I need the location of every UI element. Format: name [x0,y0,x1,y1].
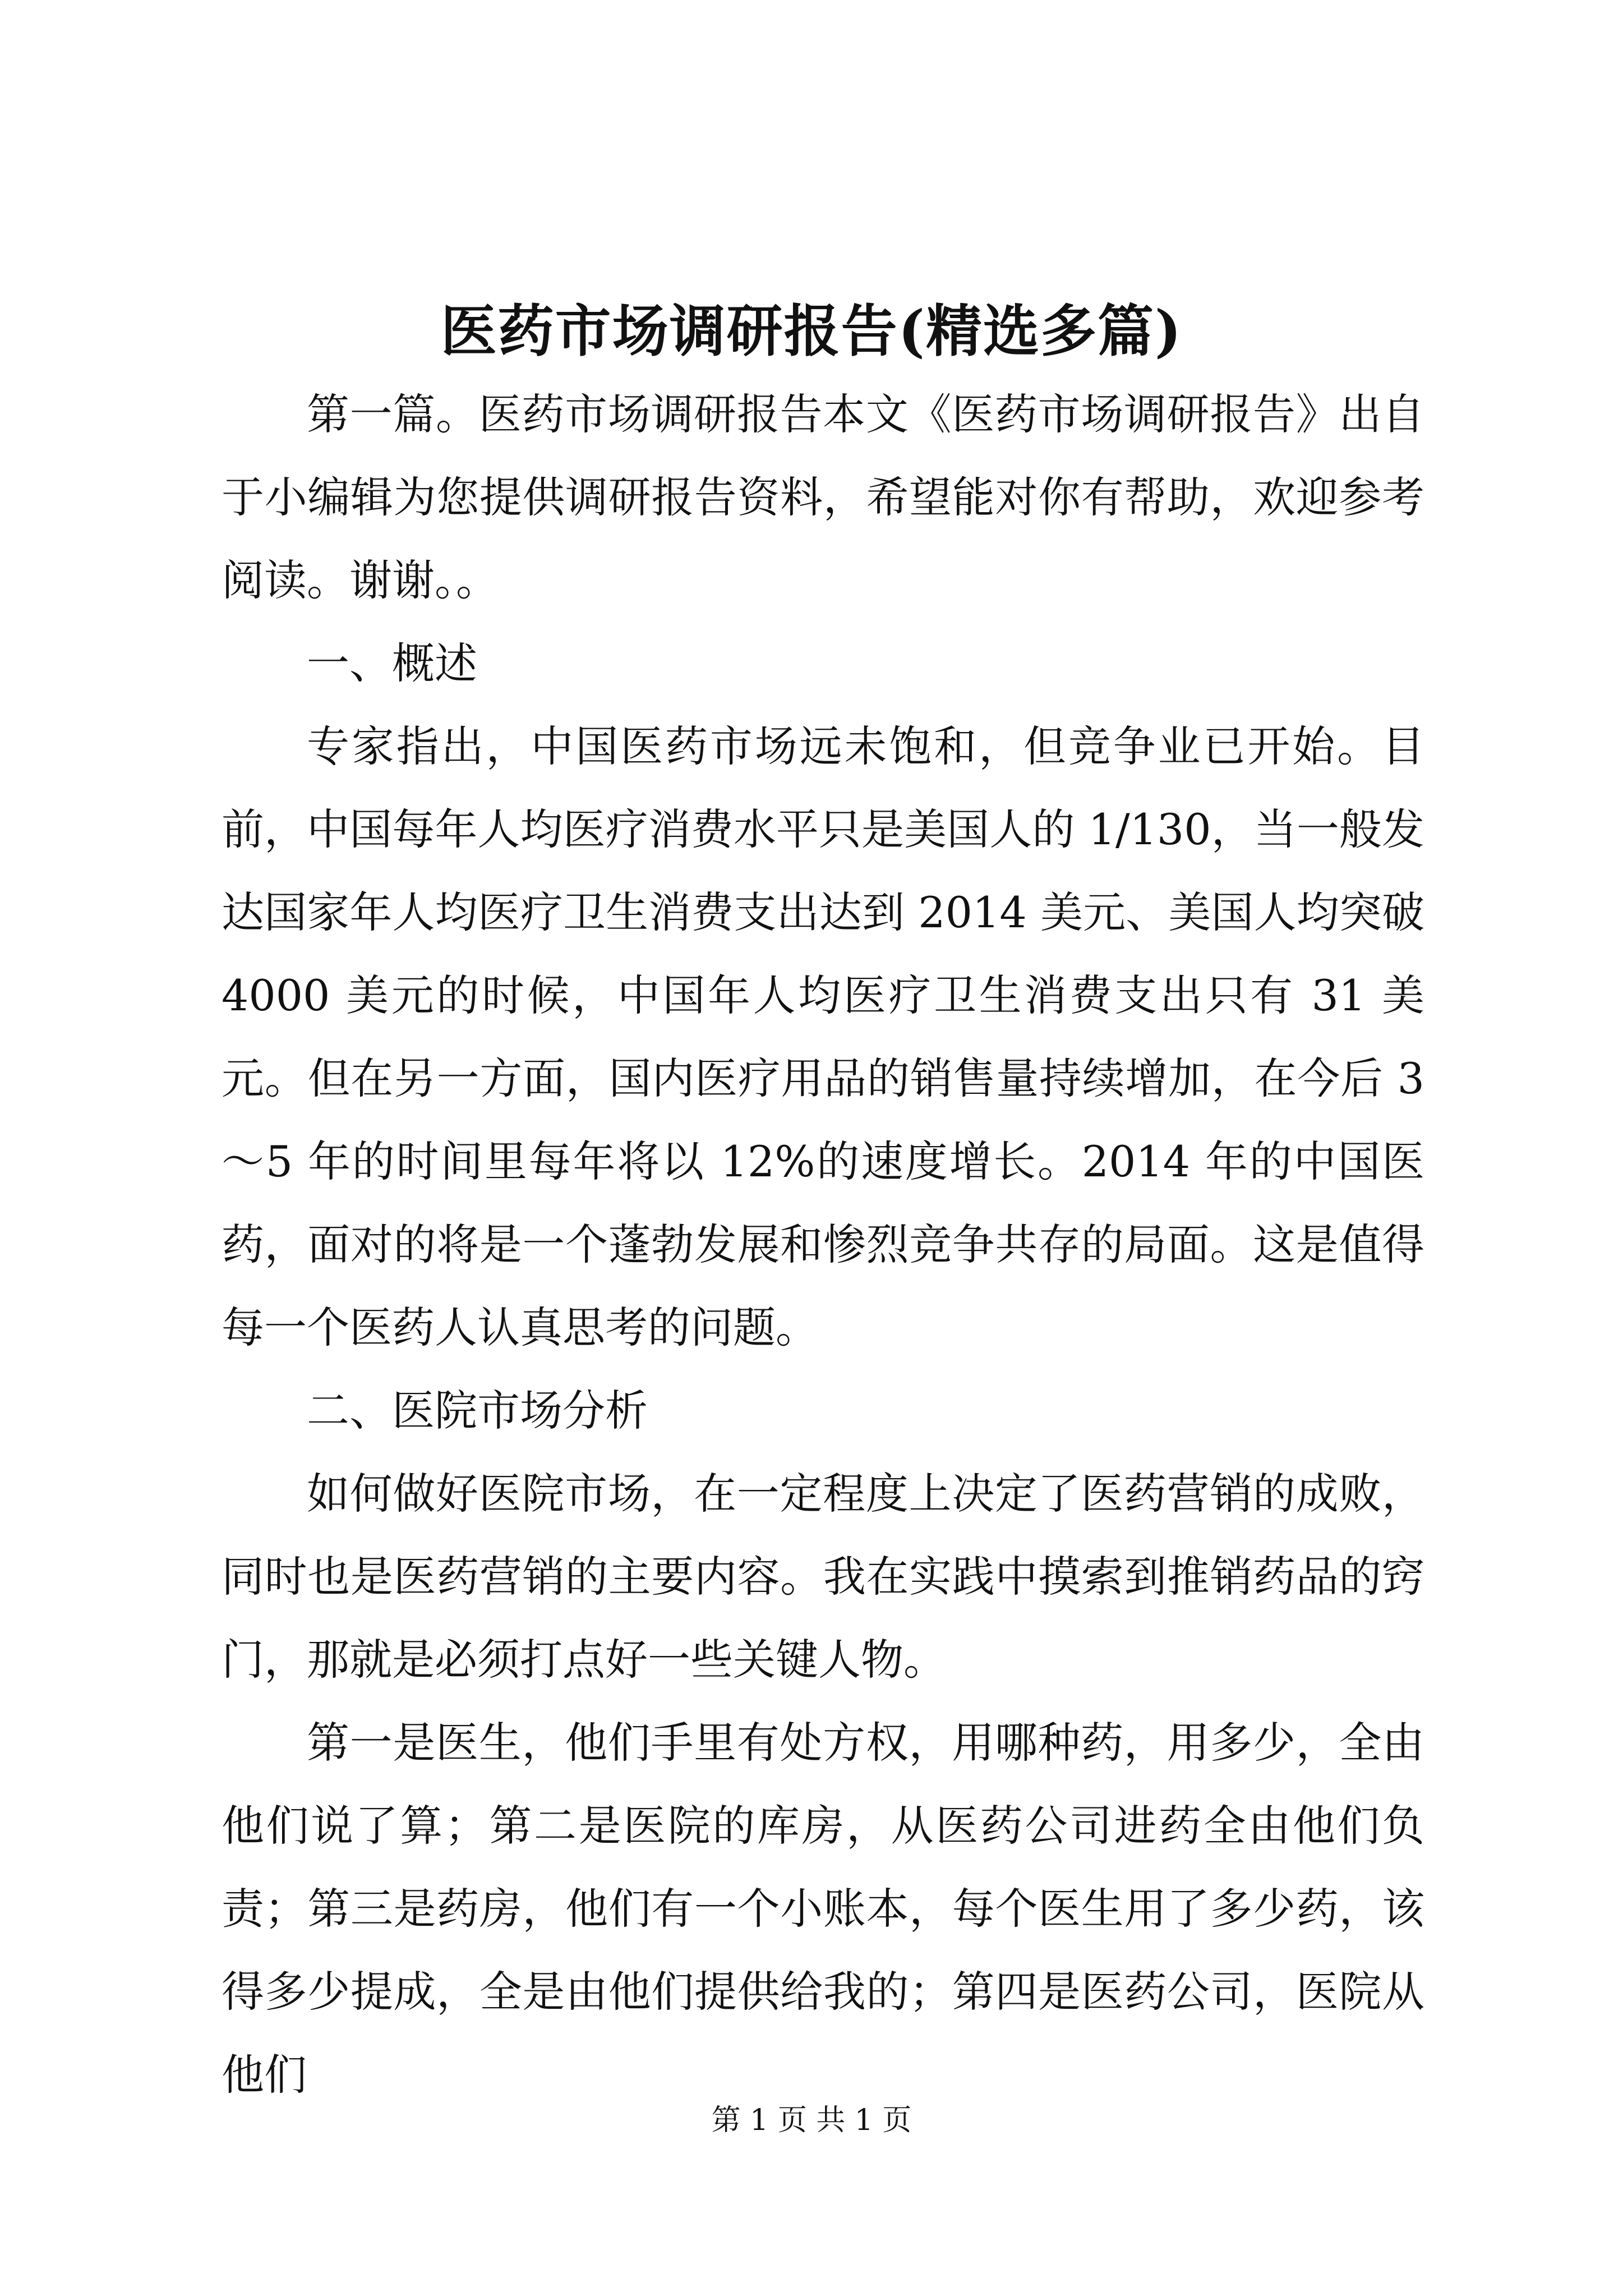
paragraph-hospital-market: 如何做好医院市场，在一定程度上决定了医药营销的成败，同时也是医药营销的主要内容。我在实践中摸索到推销药品的窍门，那就是必须打点好一些关键人物。 [222,1469,1424,1685]
section-heading-overview: 一、概述 [307,638,477,688]
paragraph-intro: 第一篇。医药市场调研报告本文《医药市场调研报告》出自于小编辑为您提供调研报告资料，希望能对你有帮助，欢迎参考阅读。谢谢。。 [222,389,1424,605]
page-footer: 第 1 页 共 1 页 [711,2104,912,2137]
document-title: 医药市场调研报告(精选多篇) [440,298,1183,364]
document-body [222,373,1424,2116]
paragraph-key-people: 第一是医生，他们手里有处方权，用哪种药，用多少，全由他们说了算；第二是医院的库房，从医药公司进药全由他们负责；第三是药房，他们有一个小账本，每个医生用了多少药，该得多少提成，全是由他们提供给我的；第四是医药公司，医院从他们 [222,1718,1424,2100]
paragraph-overview: 专家指出，中国医药市场远未饱和，但竞争业已开始。目前，中国每年人均医疗消费水平只是美国人的 1/130，当一般发达国家年人均医疗卫生消费支出达到 2014 美元、美国人均突破 4000 美元的时候，中国年人均医疗卫生消费支出只有 31 美元。但在另一方面，国内医疗用品的销售量持续增加，在今后 3～5 年的时间里每年将以 12%的速度增长。2014 年的中国医药，面对的将是一个蓬勃发展和惨烈竞争共存的局面。这是值得每一个医药人认真思考的问题。 [222,721,1424,1352]
section-heading-hospital-market: 二、医院市场分析 [307,1386,648,1435]
